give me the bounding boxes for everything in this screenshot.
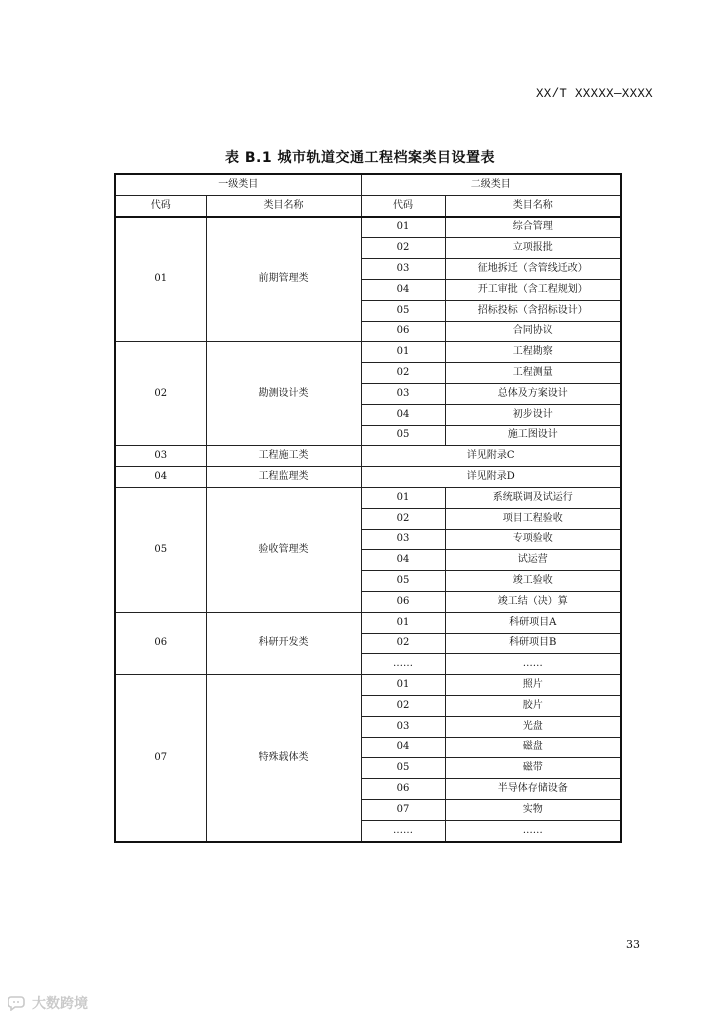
level2-code: 03 [361,529,445,550]
level2-name: 竣工验收 [445,571,621,592]
table-header-row-2 [115,195,621,216]
level2-name: 招标投标（含招标设计） [445,300,621,321]
level2-name: 科研项目A [445,612,621,633]
level2-code: 02 [361,633,445,654]
table-header-row-1 [115,174,621,195]
level1-name: 验收管理类 [206,487,361,612]
level2-name: 工程勘察 [445,342,621,363]
level1-name: 特殊载体类 [206,675,361,842]
level2-header: 二级类目 [361,174,621,195]
level2-code: 01 [361,612,445,633]
level1-code: 04 [115,467,206,488]
level2-code-header: 代码 [361,195,445,216]
level2-code: 06 [361,779,445,800]
level2-code: 02 [361,695,445,716]
level2-name: 初步设计 [445,404,621,425]
level2-name: 综合管理 [445,217,621,238]
category-table [114,173,622,843]
level2-code: 01 [361,675,445,696]
level2-name: 系统联调及试运行 [445,487,621,508]
level2-name: 施工图设计 [445,425,621,446]
level2-name: 合同协议 [445,321,621,342]
level2-name: 开工审批（含工程规划） [445,279,621,300]
level1-name: 勘测设计类 [206,342,361,446]
level1-code: 06 [115,612,206,674]
table-row [115,675,621,696]
table-row [115,467,621,488]
level2-merged-note: 详见附录D [361,467,621,488]
level2-name: 试运营 [445,550,621,571]
level2-name: 光盘 [445,716,621,737]
level2-code: 03 [361,259,445,280]
level2-code: 05 [361,571,445,592]
level2-code: 02 [361,363,445,384]
table-row [115,217,621,238]
level2-code: 04 [361,279,445,300]
level1-name-header: 类目名称 [206,195,361,216]
table-row [115,446,621,467]
table-row [115,342,621,363]
level2-name: …… [445,820,621,841]
level1-code: 07 [115,675,206,842]
level1-code-header: 代码 [115,195,206,216]
level2-code: 07 [361,799,445,820]
standard-code: XX/T XXXXX—XXXX [535,87,653,101]
level2-name: 专项验收 [445,529,621,550]
level1-code: 02 [115,342,206,446]
level2-code: 01 [361,217,445,238]
level2-merged-note: 详见附录C [361,446,621,467]
level2-name: 胶片 [445,695,621,716]
page-number: 33 [626,938,640,951]
level1-name: 前期管理类 [206,217,361,342]
watermark [8,993,88,1013]
level2-code: 04 [361,737,445,758]
level2-code: 06 [361,591,445,612]
level2-code: 04 [361,550,445,571]
level2-name: 照片 [445,675,621,696]
level1-code: 05 [115,487,206,612]
level1-name: 工程监理类 [206,467,361,488]
watermark-text: 大数跨境 [32,996,88,1012]
level2-name: …… [445,654,621,675]
level2-code: 04 [361,404,445,425]
level2-name: 实物 [445,799,621,820]
table-row [115,612,621,633]
level2-code: 02 [361,508,445,529]
table-row [115,487,621,508]
level2-name: 项目工程验收 [445,508,621,529]
level2-code: 01 [361,487,445,508]
level2-code: 03 [361,383,445,404]
level2-name: 科研项目B [445,633,621,654]
level2-code: 05 [361,300,445,321]
level2-code: 03 [361,716,445,737]
level2-name: 立项报批 [445,238,621,259]
level2-code: 06 [361,321,445,342]
level2-name: 磁盘 [445,737,621,758]
level2-name: 磁带 [445,758,621,779]
level2-code: …… [361,820,445,841]
level1-code: 03 [115,446,206,467]
level2-name: 工程测量 [445,363,621,384]
level1-name: 科研开发类 [206,612,361,674]
speech-bubble-logo-icon [8,995,28,1011]
level2-name: 半导体存储设备 [445,779,621,800]
level2-name: 总体及方案设计 [445,383,621,404]
level2-code: …… [361,654,445,675]
level2-name: 竣工结（决）算 [445,591,621,612]
table-title: 表 B.1 城市轨道交通工程档案类目设置表 [225,150,495,166]
level2-code: 02 [361,238,445,259]
table-body [115,217,621,842]
level2-code: 05 [361,758,445,779]
level1-code: 01 [115,217,206,342]
level1-name: 工程施工类 [206,446,361,467]
level2-code: 01 [361,342,445,363]
level2-code: 05 [361,425,445,446]
level2-name-header: 类目名称 [445,195,621,216]
level1-header: 一级类目 [115,174,361,195]
level2-name: 征地拆迁（含管线迁改） [445,259,621,280]
